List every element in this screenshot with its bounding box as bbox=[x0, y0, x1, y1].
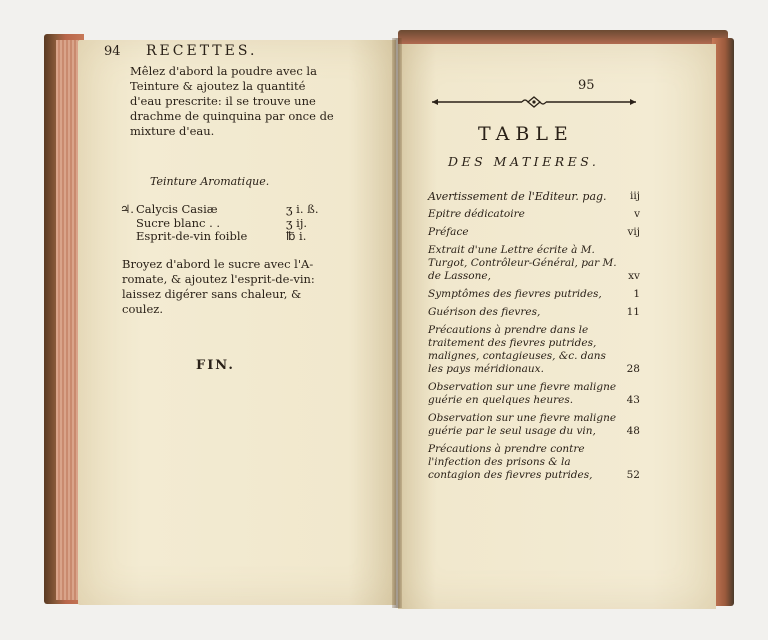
table-subtitle: DES MATIERES. bbox=[448, 154, 600, 169]
toc-entry-text: Avertissement de l'Editeur. pag. bbox=[428, 190, 607, 203]
right-page-number: 95 bbox=[578, 78, 595, 93]
ornament-rule-icon bbox=[430, 96, 638, 108]
toc-entry-page: v bbox=[634, 208, 640, 220]
recipe-title: Teinture Aromatique. bbox=[150, 175, 270, 188]
toc-entry-page: 28 bbox=[626, 363, 640, 375]
toc-entry bbox=[428, 244, 640, 283]
toc-entry-text: Epitre dédicatoire bbox=[428, 208, 525, 220]
toc-entry-page: iij bbox=[630, 190, 640, 202]
left-page-number: 94 bbox=[104, 44, 121, 59]
ingredient-name: Esprit-de-vin foible bbox=[136, 229, 248, 243]
toc-entry bbox=[428, 412, 640, 438]
ingredient-name: Calycis Casiæ bbox=[136, 202, 218, 216]
toc-entry-text: Extrait d'une Lettre écrite à M. Turgot, Contrôleur-Général, par M. de Lassone, bbox=[428, 244, 617, 282]
toc-entry-page: 52 bbox=[626, 469, 640, 481]
end-word: FIN. bbox=[196, 358, 235, 373]
toc-entry-text: Observation sur une fievre maligne guérie par le seul usage du vin, bbox=[428, 412, 617, 437]
ingredient-list bbox=[120, 203, 318, 244]
toc-entry-page: 1 bbox=[633, 288, 640, 300]
text-line: coulez. bbox=[122, 302, 163, 316]
ingredient-name: Sucre blanc . . bbox=[136, 215, 221, 230]
toc-entry bbox=[428, 226, 640, 239]
toc-entry bbox=[428, 443, 640, 482]
toc-entry-text: Préface bbox=[428, 226, 469, 238]
ingredient-qty: ʒ ij. bbox=[286, 215, 308, 230]
toc-entry bbox=[428, 381, 640, 407]
toc-entry-page: 48 bbox=[626, 425, 640, 437]
running-head: RECETTES. bbox=[146, 43, 258, 59]
paragraph-2 bbox=[122, 257, 315, 317]
toc-entry bbox=[428, 306, 640, 319]
table-of-contents bbox=[428, 190, 640, 487]
toc-entry-text: Observation sur une fievre maligne guérie en quelques heures. bbox=[428, 381, 617, 406]
text-line: romate, & ajoutez l'esprit-de-vin: bbox=[122, 272, 315, 286]
toc-entry-text: Précautions à prendre contre l'infection des prisons & la contagion des fievres putrides, bbox=[428, 443, 593, 481]
text-line: mixture d'eau. bbox=[130, 124, 215, 138]
ingredient-row bbox=[120, 230, 318, 244]
toc-entry bbox=[428, 288, 640, 301]
paragraph-1 bbox=[130, 64, 334, 139]
toc-entry-page: 11 bbox=[626, 306, 640, 318]
ingredient-qty: ʒ i. ß. bbox=[286, 202, 319, 216]
ingredient-row bbox=[120, 217, 318, 231]
text-line: Teinture & ajoutez la quantité bbox=[130, 79, 306, 93]
table-title: TABLE bbox=[478, 123, 574, 145]
ingredient-symbol: ♃. bbox=[120, 202, 134, 216]
toc-entry bbox=[428, 324, 640, 376]
toc-entry-page: 43 bbox=[626, 394, 640, 406]
text-line: laissez digérer sans chaleur, & bbox=[122, 287, 302, 301]
toc-entry-text: Précautions à prendre dans le traitement des fievres putrides, malignes, contagieuses, &c. dans les pays méridionaux. bbox=[428, 324, 606, 375]
toc-entry-page: xv bbox=[628, 270, 640, 282]
toc-entry-text: Guérison des fievres, bbox=[428, 306, 541, 318]
toc-entry-page: vij bbox=[627, 226, 640, 238]
text-line: Mêlez d'abord la poudre avec la bbox=[130, 64, 317, 78]
text-line: d'eau prescrite: il se trouve une bbox=[130, 94, 316, 108]
top-cover-edge bbox=[398, 30, 728, 44]
ingredient-row bbox=[120, 203, 318, 217]
book-gutter bbox=[392, 38, 402, 608]
text-line: drachme de quinquina par once de bbox=[130, 109, 334, 123]
toc-entry bbox=[428, 190, 640, 203]
toc-entry bbox=[428, 208, 640, 221]
toc-entry-text: Symptômes des fievres putrides, bbox=[428, 288, 602, 300]
ingredient-qty: ℔ i. bbox=[286, 229, 307, 243]
text-line: Broyez d'abord le sucre avec l'A- bbox=[122, 257, 314, 271]
